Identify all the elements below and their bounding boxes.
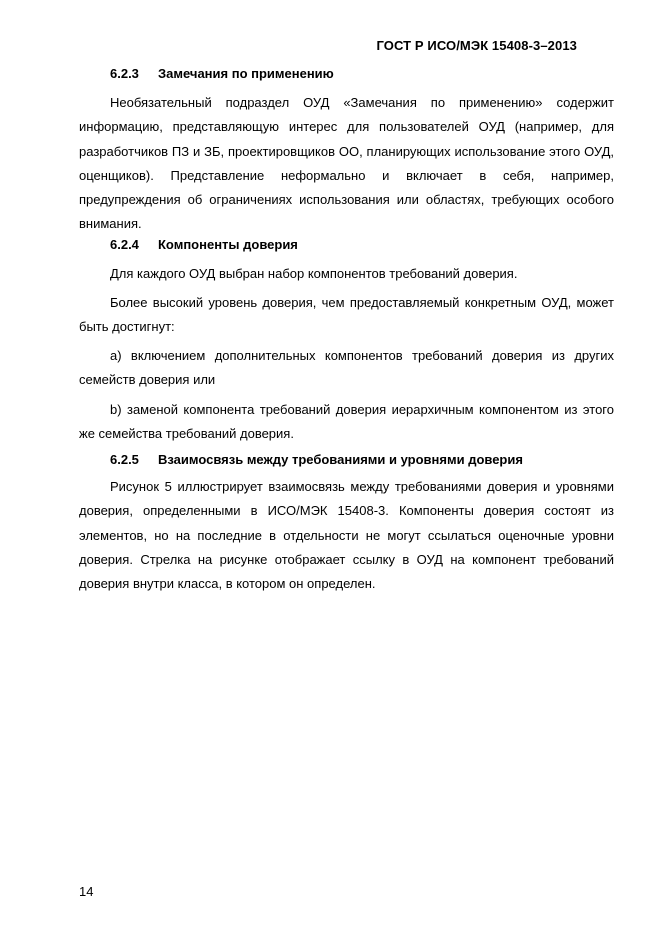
- paragraph-higher-assurance: Более высокий уровень доверия, чем предоставляемый конкретным ОУД, может быть достигнут:: [79, 295, 614, 335]
- section-number: 6.2.3: [110, 66, 139, 81]
- section-number: 6.2.5: [110, 452, 139, 467]
- paragraph-component-set: Для каждого ОУД выбран набор компонентов требований доверия.: [110, 266, 518, 281]
- paragraph-relationship: Рисунок 5 иллюстрирует взаимосвязь между требованиями доверия и уровнями доверия, определенными в ИСО/МЭК 15408-3. Компоненты доверия состоят из элементов, но на последние в отдельности не могут ссылаться оценочные уровни доверия. Стрелка на рисунке отображает ссылку в ОУД на компонент требований доверия внутри класса, в котором он определен.: [79, 479, 614, 592]
- list-item-b: b) заменой компонента требований доверия иерархичным компонентом из этого же семейства требований доверия.: [79, 402, 614, 442]
- paragraph-application-notes: Необязательный подраздел ОУД «Замечания по применению» содержит информацию, представляющую интерес для пользователей ОУД (например, для разработчиков ПЗ и ЗБ, проектировщиков ОО, планирующих использование этого ОУД, оценщиков). Представление неформально и включает в себя, например, предупреждения об ограничениях использования или областях, требующих особого внимания.: [79, 95, 614, 232]
- section-title: Взаимосвязь между требованиями и уровнями доверия: [158, 452, 523, 467]
- section-title: Компоненты доверия: [158, 237, 298, 252]
- standard-number-header: ГОСТ Р ИСО/МЭК 15408-3–2013: [376, 38, 577, 53]
- section-title: Замечания по применению: [158, 66, 334, 81]
- section-heading-6-2-4: [110, 237, 298, 252]
- page-number: 14: [79, 884, 94, 899]
- section-heading-6-2-3: [110, 66, 334, 81]
- section-heading-6-2-5: [110, 452, 523, 467]
- list-item-a: a) включением дополнительных компонентов требований доверия из других семейств доверия или: [79, 348, 614, 388]
- section-number: 6.2.4: [110, 237, 139, 252]
